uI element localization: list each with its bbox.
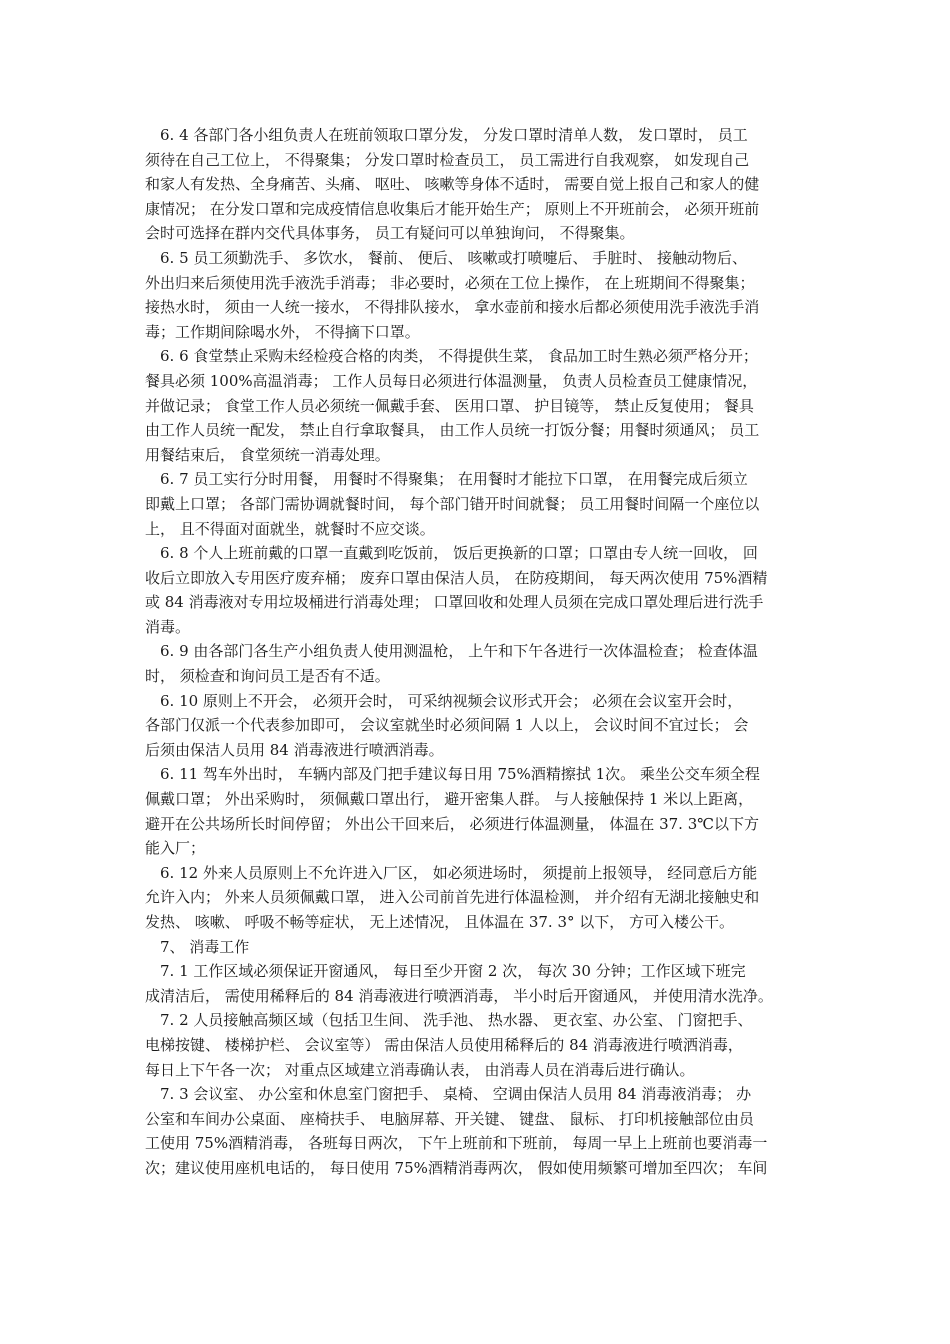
paragraph-line: 公室和车间办公桌面、 座椅扶手、 电脑屏幕、开关键、 键盘、 鼠标、 打印机接触部位由员	[145, 1109, 754, 1128]
paragraph-line: 接热水时， 须由一人统一接水， 不得排队接水， 拿水壶前和接水后都必须使用洗手液洗手消	[145, 298, 760, 317]
paragraph-line: 佩戴口罩； 外出采购时， 须佩戴口罩出行， 避开密集人群。 与人接触保持 1 米以上距离，	[145, 790, 754, 809]
paragraph-line: 时， 须检查和询问员工是否有不适。	[145, 667, 390, 686]
paragraph-line: 7. 2 人员接触高频区域（包括卫生间、 洗手池、 热水器、 更衣室、办公室、 门窗把手、	[160, 1011, 753, 1030]
paragraph-line: 工使用 75%酒精消毒， 各班每日两次， 下午上班前和下班前， 每周一早上上班前也要消毒一	[145, 1134, 768, 1153]
paragraph-line: 避开在公共场所长时间停留； 外出公干回来后， 必须进行体温测量， 体温在 37. 3℃以下方	[145, 814, 760, 833]
paragraph-line: 6. 8 个人上班前戴的口罩一直戴到吃饭前， 饭后更换新的口罩；口罩由专人统一回收， 回	[160, 544, 758, 563]
paragraph-line: 须待在自己工位上， 不得聚集； 分发口罩时检查员工， 员工需进行自我观察， 如发现自己	[145, 150, 750, 169]
paragraph-line: 上， 且不得面对面就坐，就餐时不应交谈。	[145, 519, 435, 538]
paragraph-line: 餐具必须 100%高温消毒； 工作人员每日必须进行体温测量， 负责人员检查员工健康情况，	[145, 371, 758, 390]
paragraph-line: 能入厂；	[145, 839, 206, 858]
paragraph-line: 6. 4 各部门各小组负责人在班前领取口罩分发， 分发口罩时清单人数， 发口罩时， 员工	[160, 126, 748, 144]
paragraph-line: 毒；工作期间除喝水外， 不得摘下口罩。	[145, 322, 420, 341]
paragraph-line: 外出归来后须使用洗手液洗手消毒； 非必要时，必须在工位上操作， 在上班期间不得聚集；	[145, 273, 755, 292]
paragraph-line: 允许入内； 外来人员须佩戴口罩， 进入公司前首先进行体温检测， 并介绍有无湖北接触史和	[145, 888, 760, 907]
paragraph-line: 或 84 消毒液对专用垃圾桶进行消毒处理； 口罩回收和处理人员须在完成口罩处理后进行洗手	[145, 593, 764, 612]
section-heading: 7、 消毒工作	[160, 937, 250, 956]
paragraph-line: 6. 9 由各部门各生产小组负责人使用测温枪， 上午和下午各进行一次体温检查； 检查体温	[160, 642, 758, 661]
paragraph-line: 7. 3 会议室、 办公室和休息室门窗把手、 桌椅、 空调由保洁人员用 84 消毒液消毒； 办	[160, 1085, 752, 1104]
paragraph-line: 即戴上口罩； 各部门需协调就餐时间， 每个部门错开时间就餐； 员工用餐时间隔一个座位以	[145, 494, 760, 513]
paragraph-line: 发热、 咳嗽、 呼吸不畅等症状， 无上述情况， 且体温在 37. 3° 以下， 方可入楼公干。	[145, 913, 735, 931]
paragraph-line: 收后立即放入专用医疗废弃桶； 废弃口罩由保洁人员， 在防疫期间， 每天两次使用 75%酒精	[145, 568, 768, 587]
paragraph-line: 6. 12 外来人员原则上不允许进入厂区， 如必须进场时， 须提前上报领导， 经同意后方能	[160, 863, 758, 882]
paragraph-line: 用餐结束后， 食堂须统一消毒处理。	[145, 445, 390, 464]
paragraph-line: 消毒。	[145, 617, 191, 636]
document-body	[145, 123, 807, 1181]
paragraph-line: 7. 1 工作区域必须保证开窗通风， 每日至少开窗 2 次， 每次 30 分钟；工作区域下班完	[160, 962, 746, 981]
paragraph-line: 并做记录； 食堂工作人员必须统一佩戴手套、 医用口罩、 护目镜等， 禁止反复使用； 餐具	[145, 396, 754, 415]
paragraph-line: 次；建议使用座机电话的， 每日使用 75%酒精消毒两次， 假如使用频繁可增加至四次； 车间	[145, 1158, 768, 1177]
paragraph-line: 6. 7 员工实行分时用餐， 用餐时不得聚集； 在用餐时才能拉下口罩， 在用餐完成后须立	[160, 470, 748, 489]
paragraph-line: 和家人有发热、全身痛苦、头痛、 呕吐、 咳嗽等身体不适时， 需要自觉上报自己和家人的健	[145, 175, 760, 194]
paragraph-line: 由工作人员统一配发， 禁止自行拿取餐具， 由工作人员统一打饭分餐；用餐时须通风； 员工	[145, 421, 760, 440]
paragraph-line: 康情况； 在分发口罩和完成疫情信息收集后才能开始生产； 原则上不开班前会， 必须开班前	[145, 199, 760, 218]
paragraph-line: 每日上下午各一次； 对重点区域建立消毒确认表， 由消毒人员在消毒后进行确认。	[145, 1060, 695, 1079]
paragraph-line: 会时可选择在群内交代具体事务， 员工有疑问可以单独询问， 不得聚集。	[145, 224, 635, 243]
paragraph-line: 6. 11 驾车外出时， 车辆内部及门把手建议每日用 75%酒精擦拭 1次。 乘坐公交车须全程	[160, 765, 760, 784]
paragraph-line: 后须由保洁人员用 84 消毒液进行喷洒消毒。	[145, 740, 444, 759]
paragraph-line: 各部门仅派一个代表参加即可， 会议室就坐时必须间隔 1 人以上， 会议时间不宜过长； 会	[145, 716, 749, 735]
paragraph-line: 6. 6 食堂禁止采购未经检疫合格的肉类， 不得提供生菜， 食品加工时生熟必须严格分开；	[160, 347, 758, 366]
paragraph-line: 成清洁后， 需使用稀释后的 84 消毒液进行喷洒消毒， 半小时后开窗通风， 并使用清水洗净。	[145, 986, 773, 1005]
paragraph-line: 6. 10 原则上不开会， 必须开会时， 可采纳视频会议形式开会； 必须在会议室开会时，	[160, 691, 743, 710]
paragraph-line: 6. 5 员工须勤洗手、 多饮水， 餐前、 便后、 咳嗽或打喷嚏后、 手脏时、 接触动物后、	[160, 248, 748, 267]
paragraph-line: 电梯按键、 楼梯护栏、 会议室等） 需由保洁人员使用稀释后的 84 消毒液进行喷洒消毒，	[145, 1035, 743, 1054]
